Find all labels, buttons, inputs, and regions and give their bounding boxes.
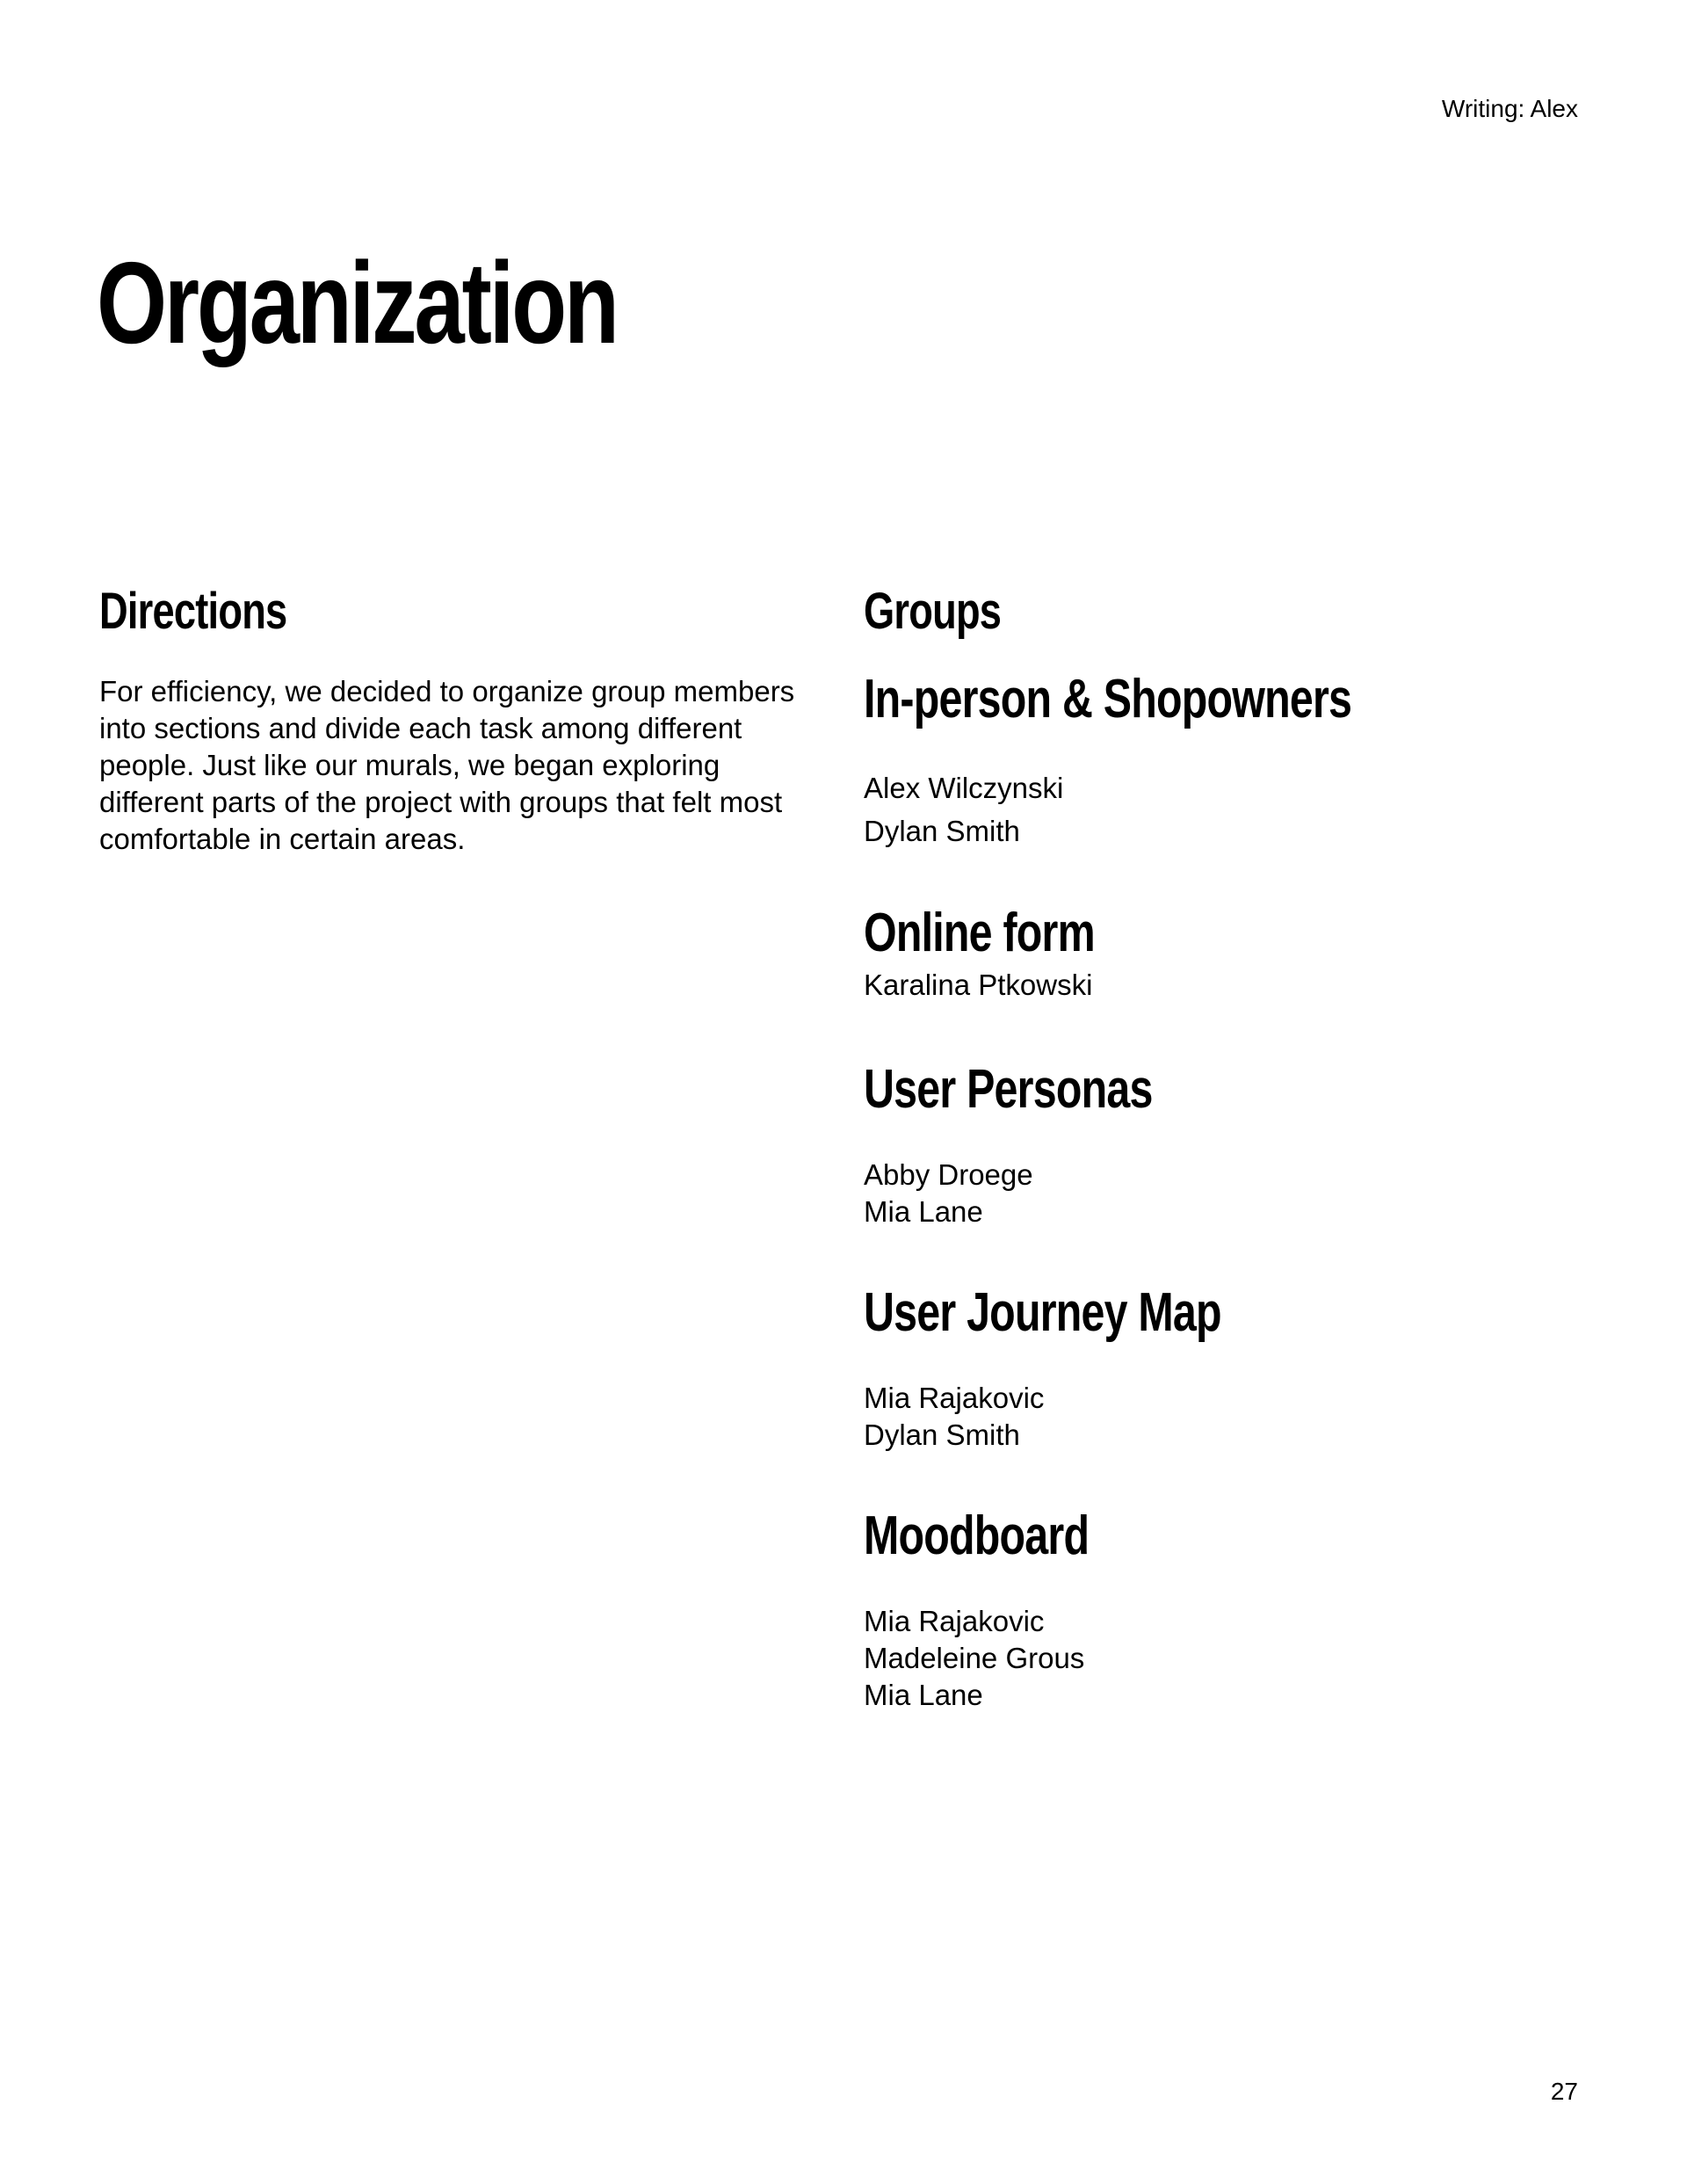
group-member: Mia Rajakovic xyxy=(864,1382,1045,1414)
group-member: Mia Rajakovic xyxy=(864,1605,1045,1637)
directions-heading: Directions xyxy=(99,583,287,640)
directions-body: For efficiency, we decided to organize group members into sections and divide each task among different people. Just like our murals, we began exploring different parts of the project with groups that felt most comfortable in certain areas. xyxy=(99,675,795,855)
group-in-person-shopowners xyxy=(864,666,1567,853)
group-member: Dylan Smith xyxy=(864,815,1020,847)
group-member: Mia Lane xyxy=(864,1679,983,1711)
group-moodboard xyxy=(864,1503,1567,1714)
author-credit: Writing: Alex xyxy=(1441,95,1578,122)
page-title: Organization xyxy=(97,238,617,367)
group-member: Alex Wilczynski xyxy=(864,772,1064,804)
group-title: Moodboard xyxy=(864,1506,1090,1566)
group-member: Karalina Ptkowski xyxy=(864,969,1093,1001)
page-number: 27 xyxy=(1550,2078,1578,2105)
group-title: User Personas xyxy=(864,1059,1153,1120)
group-title: In-person & Shopowners xyxy=(864,669,1352,729)
group-online-form xyxy=(864,900,1567,1004)
group-title: Online form xyxy=(864,903,1095,963)
groups-heading: Groups xyxy=(864,583,1002,640)
group-member: Madeleine Grous xyxy=(864,1642,1085,1674)
directions-section xyxy=(99,580,802,858)
groups-section xyxy=(864,580,1567,1714)
group-member: Dylan Smith xyxy=(864,1419,1020,1451)
group-user-journey-map xyxy=(864,1280,1567,1454)
group-title: User Journey Map xyxy=(864,1282,1221,1343)
group-member: Abby Droege xyxy=(864,1158,1033,1191)
group-member: Mia Lane xyxy=(864,1195,983,1228)
group-user-personas xyxy=(864,1056,1567,1230)
